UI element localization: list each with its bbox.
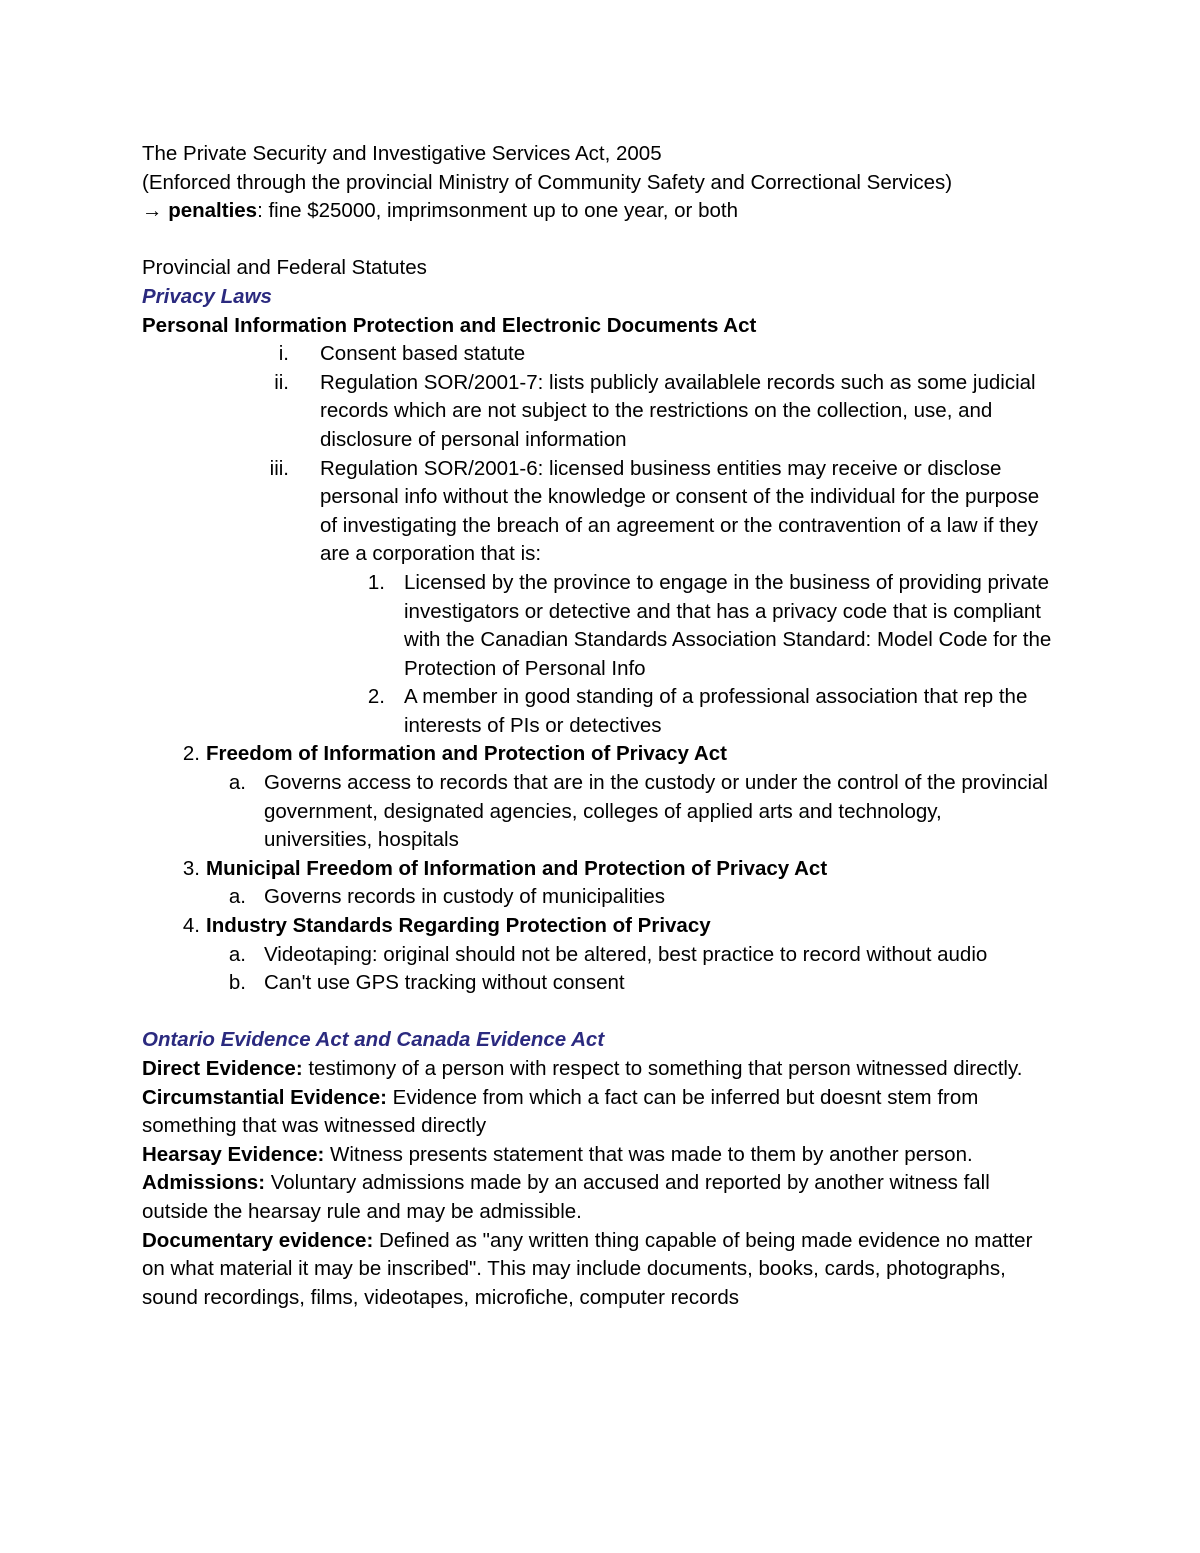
arrow-icon: → [142, 199, 169, 223]
list-marker: ii. [274, 370, 289, 394]
list-marker: 1. [367, 570, 385, 594]
list-item [142, 455, 1052, 569]
list-marker: a. [228, 942, 246, 966]
sub-item [142, 969, 1052, 998]
definition-term: Circumstantial Evidence: [142, 1085, 387, 1109]
list-marker: 2. [367, 685, 385, 709]
definition-entry [142, 1141, 1052, 1170]
roman-list [142, 340, 1052, 569]
list-item-text: A member in good standing of a professional association that rep the interests of PIs or detectives [404, 685, 1028, 737]
nested-numbered-list [142, 569, 1052, 741]
definition-term: Direct Evidence: [142, 1057, 303, 1080]
evidence-definitions [142, 1055, 1052, 1312]
sub-item [142, 769, 1052, 855]
list-item [142, 369, 1052, 455]
act-title: Freedom of Information and Protection of Privacy Act [206, 742, 727, 766]
definition-entry [142, 1084, 1052, 1141]
sub-item-text: Videotaping: original should not be altered, best practice to record without audio [264, 942, 988, 966]
definition-term: Admissions: [142, 1171, 266, 1195]
document-body [142, 140, 1052, 1312]
act-title: Industry Standards Regarding Protection of Privacy [206, 914, 711, 938]
definition-text: Evidence from which a fact can be inferred but doesnt stem from something that was witnessed directly [142, 1085, 979, 1138]
list-marker: a. [228, 771, 246, 795]
act-item [142, 855, 1052, 884]
list-item-text: Regulation SOR/2001-6: licensed business entities may receive or disclose personal info without the knowledge or consent of the individual for the purpose of investigating the breach of an agreement or the contravention of a law if they are a corporation that is: [320, 456, 1040, 566]
list-item [142, 340, 1052, 369]
sub-item-text: Governs access to records that are in the custody or under the control of the provincial government, designated agencies, colleges of applied arts and technology, universities, hospitals [264, 771, 1048, 852]
penalties-text: : fine $25000, imprimsonment up to one year, or both [257, 199, 738, 223]
act-item [142, 740, 1052, 769]
definition-text: testimony of a person with respect to something that person witnessed directly. [302, 1057, 1023, 1080]
list-marker: 2. [182, 742, 200, 766]
evidence-acts-heading: Ontario Evidence Act and Canada Evidence Act [142, 1028, 605, 1052]
list-marker: a. [228, 885, 246, 909]
definition-text: Voluntary admissions made by an accused and reported by another witness fall outside the hearsay rule and may be admissible. [142, 1171, 990, 1223]
privacy-laws-heading: Privacy Laws [142, 284, 272, 308]
definition-term: Hearsay Evidence: [142, 1142, 325, 1166]
act-title: Municipal Freedom of Information and Protection of Privacy Act [206, 856, 828, 880]
penalties-line [142, 197, 1052, 226]
definition-entry [142, 1227, 1052, 1313]
spacer [142, 226, 1052, 255]
statutes-title: Provincial and Federal Statutes [142, 256, 427, 280]
sub-item [142, 883, 1052, 912]
definition-entry [142, 1055, 1052, 1084]
act-item [142, 912, 1052, 941]
list-item [142, 569, 1052, 683]
spacer [142, 998, 1052, 1027]
list-item-text: Licensed by the province to engage in the business of providing private investigators or detective and that has a privacy code that is compliant with the Canadian Standards Association Standard: Model Code for the Protection of Personal Info [404, 570, 1052, 680]
enforcement-note: (Enforced through the provincial Ministry of Community Safety and Correctional Services) [142, 170, 953, 194]
list-marker: 3. [182, 856, 200, 880]
definition-entry [142, 1169, 1052, 1226]
sub-item-text: Governs records in custody of municipalities [264, 885, 666, 909]
act-title: The Private Security and Investigative Services Act, 2005 [142, 142, 662, 165]
list-item-text: Regulation SOR/2001-7: lists publicly availablele records such as some judicial records which are not subject to the restrictions on the collection, use, and disclosure of personal information [320, 370, 1036, 451]
pipeda-title: Personal Information Protection and Electronic Documents Act [142, 313, 757, 337]
penalties-label: penalties [168, 199, 258, 223]
sub-item [142, 941, 1052, 970]
definition-term: Documentary evidence: [142, 1228, 374, 1252]
list-item [142, 683, 1052, 740]
list-marker: 4. [182, 914, 200, 938]
privacy-acts-list [142, 740, 1052, 997]
list-marker: iii. [269, 456, 289, 480]
list-marker: b. [228, 971, 246, 995]
definition-text: Defined as "any written thing capable of being made evidence no matter on what material it may be inscribed". This may include documents, books, cards, photographs, sound recordings, films, videotapes, microfiche, computer records [142, 1228, 1033, 1309]
sub-item-text: Can't use GPS tracking without consent [264, 971, 625, 995]
list-marker: i. [278, 342, 289, 366]
definition-text: Witness presents statement that was made to them by another person. [324, 1142, 973, 1166]
list-item-text: Consent based statute [320, 342, 526, 366]
